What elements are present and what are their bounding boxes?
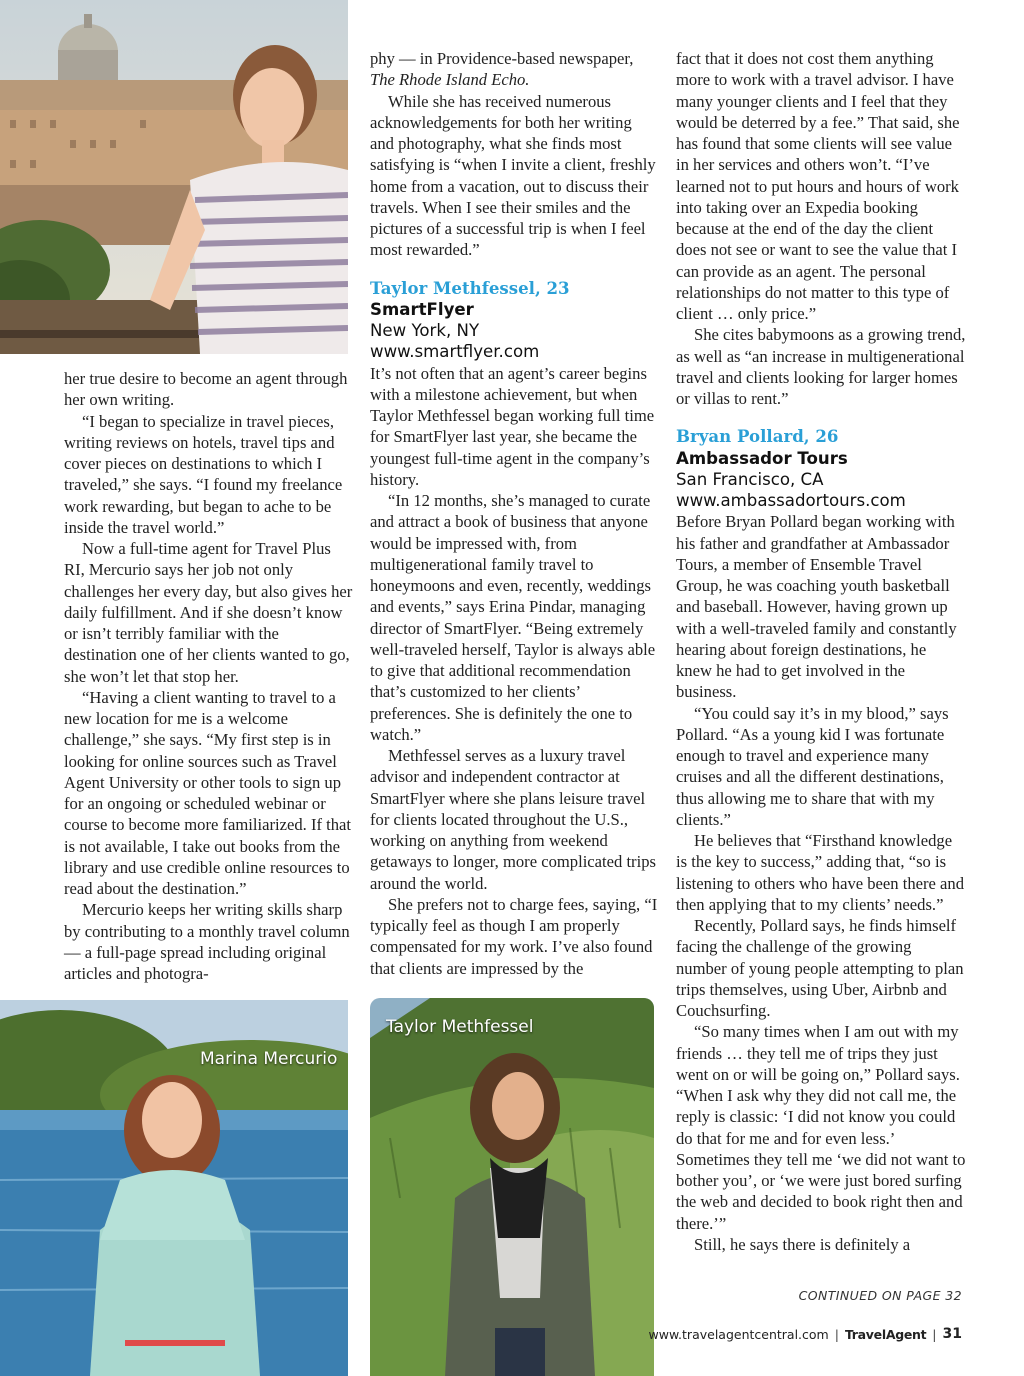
footer-separator: | xyxy=(834,1326,839,1342)
photo-bottom-middle xyxy=(370,998,654,1376)
page-number: 31 xyxy=(942,1326,962,1342)
profile-company: Ambassador Tours xyxy=(676,448,848,468)
profile-name: Bryan Pollard, 26 xyxy=(676,426,839,447)
paragraph: It’s not often that an agent’s career begins with a milestone achievement, but when Taylor Methfessel began working full time for SmartFlyer last year, she became the youngest full-time agent in the company’s history. xyxy=(370,363,655,489)
photo-woman-rome-skyline-icon xyxy=(0,0,348,354)
paragraph-text: phy — in Providence-based newspaper, xyxy=(370,49,634,68)
paragraph: Methfessel serves as a luxury travel advisor and independent contractor at SmartFlyer where she plans leisure travel for clients located throughout the U.S., working on anything from weekend getaways to longer, more complicated trips around the world. xyxy=(370,746,656,893)
profile-website-link[interactable]: www.smartflyer.com xyxy=(370,342,540,362)
column-2 xyxy=(370,48,658,979)
footer-brand: TravelAgent xyxy=(844,1326,927,1342)
newspaper-title: The Rhode Island Echo. xyxy=(370,70,530,90)
paragraph: He believes that “Firsthand knowledge is the key to success,” adding that, “so is listening to others who have been there and then applying that to my clients’ needs.” xyxy=(676,831,965,914)
continued-notice: CONTINUED ON PAGE 32 xyxy=(798,1288,962,1303)
paragraph xyxy=(370,48,658,91)
paragraph: “So many times when I am out with my friends … they tell me of trips they just went on or will be going on,” Pollard says. “When I ask why they did not call me, the reply is classic: ‘I did not know you could do that for me and for even less.’ Sometimes they tell me ‘we did not want to bother you’, or ‘we were just bored surfing the web and decided to book right then and there.’” xyxy=(676,1022,966,1233)
paragraph: Recently, Pollard says, he finds himself facing the challenge of the growing number of young people attempting to plan trips themselves, using Uber, Airbnb and Couchsurfing. xyxy=(676,916,964,1020)
paragraph: Mercurio keeps her writing skills sharp by contributing to a monthly travel column — a full-page spread including original articles and photogra- xyxy=(64,900,350,983)
paragraph: fact that it does not cost them anything more to work with a travel advisor. I have many younger clients and I feel that they would be deterred by a fee.” That said, she has found that some clients will see value in her services and others won’t. “I’ve learned not to put hours and hours of work into taking over an Expedia booking because at the end of the day the client does not see or want to see the value that I can provide as an agent. The personal relationships do not matter to this type of client … only price.” xyxy=(676,49,960,323)
paragraph: her true desire to become an agent through her own writing. xyxy=(64,369,348,410)
profile-name: Taylor Methfessel, 23 xyxy=(370,277,570,298)
paragraph: She prefers not to charge fees, saying, “I typically feel as though I am properly compensated for my work. I’ve also found that clients are impressed by the xyxy=(370,894,658,978)
photo-top-left xyxy=(0,0,348,354)
profile-company: SmartFlyer xyxy=(370,299,474,319)
footer-url-link[interactable]: www.travelagentcentral.com xyxy=(648,1326,829,1342)
caption-taylor-methfessel: Taylor Methfessel xyxy=(386,1017,534,1037)
paragraph: Still, he says there is definitely a xyxy=(694,1234,911,1254)
column-3 xyxy=(676,48,966,1255)
photo-woman-green-hills-icon xyxy=(370,998,654,1376)
profile-website-link[interactable]: www.ambassadortours.com xyxy=(676,491,906,510)
paragraph: “Having a client wanting to travel to a new location for me is a welcome challenge,” she says. “My first step is in looking for online sources such as Travel Agent University or other tools to sign up for an ongoing or scheduled webinar or course to become more familiarized. If that is not available, I take out books from the library and use credible online resources to read about the destination.” xyxy=(64,687,352,898)
paragraph: Before Bryan Pollard began working with his father and grandfather at Ambassador Tours, a member of Ensemble Travel Group, he was coaching youth basketball and baseball. However, having grown up with a well-traveled family and constantly hearing about foreign destinations, he knew he had to get involved in the business. xyxy=(676,512,957,702)
paragraph: “I began to specialize in travel pieces, writing reviews on hotels, travel tips and cover pieces on destinations to which I traveled,” she says. “I found my freelance work rewarding, but began to ache to be inside the travel world.” xyxy=(64,411,343,537)
caption-marina-mercurio: Marina Mercurio xyxy=(200,1049,338,1069)
paragraph: “You could say it’s in my blood,” says Pollard. “As a young kid I was fortunate enough to travel and experience many cruises and all the different destinations, thus allowing me to share that with my clients.” xyxy=(676,703,949,829)
paragraph: She cites babymoons as a growing trend, as well as “an increase in multigenerational travel and clients looking for larger homes or villas to rent.” xyxy=(676,325,966,408)
paragraph: “In 12 months, she’s managed to curate and attract a book of business that anyone would be impressed with, from multigenerational family travel to honeymoons and even, recently, weddings and events,” says Erina Pindar, managing director of SmartFlyer. “Being extremely well-traveled herself, Taylor is always able to give that additional recommendation that’s customized to her clients’ preferences. She is definitely the one to watch.” xyxy=(370,491,656,744)
column-1 xyxy=(64,368,354,984)
page-footer xyxy=(649,1326,962,1342)
profile-city: New York, NY xyxy=(370,321,480,340)
profile-city: San Francisco, CA xyxy=(676,469,824,489)
paragraph: While she has received numerous acknowledgements for both her writing and photography, what she finds most satisfying is “when I invite a client, freshly home from a vacation, out to discuss their travels. When I see their smiles and the pictures of a successful trip is when I feel most rewarded.” xyxy=(370,91,656,260)
paragraph: Now a full-time agent for Travel Plus RI, Mercurio says her job not only challenges her every day, but also gives her daily fulfillment. And if she doesn’t know or isn’t terribly familiar with the destination one of her clients wanted to go, she won’t let that stop her. xyxy=(64,539,353,686)
footer-separator: | xyxy=(932,1326,937,1342)
